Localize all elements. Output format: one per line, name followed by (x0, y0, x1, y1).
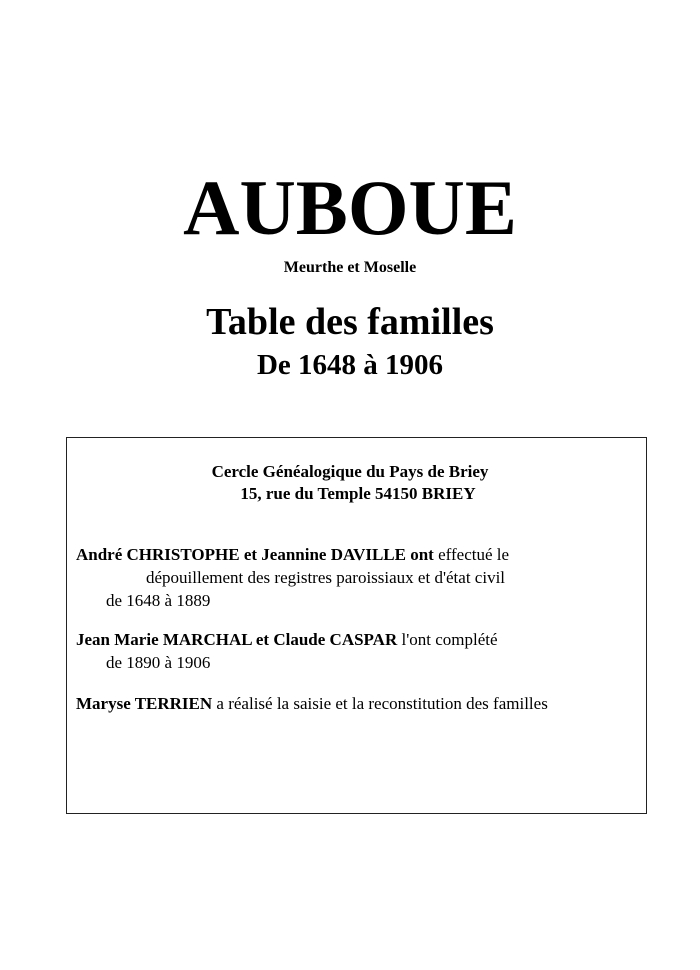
org-address: 15, rue du Temple 54150 BRIEY (240, 484, 476, 503)
credit-2-text: l'ont complété (397, 630, 498, 649)
document-heading: Table des familles (206, 301, 494, 343)
credit-2-names: Jean Marie MARCHAL et Claude CASPAR (76, 630, 398, 649)
credit-1-names: André CHRISTOPHE et Jeannine DAVILLE ont (76, 545, 434, 564)
document-period: De 1648 à 1906 (256, 349, 444, 381)
document-title: AUBOUE (183, 164, 517, 251)
credit-1-line2: dépouillement des registres paroissiaux et d'état civil (146, 568, 506, 587)
credit-3 (76, 694, 548, 714)
credit-3-names: Maryse TERRIEN (76, 694, 213, 713)
document-subtitle: Meurthe et Moselle (283, 259, 417, 276)
credit-2-line2: de 1890 à 1906 (106, 653, 211, 672)
credit-1-line3: de 1648 à 1889 (106, 591, 211, 610)
credit-1-text: effectué le (433, 545, 510, 564)
credit-1 (76, 545, 509, 565)
credit-2 (76, 630, 498, 650)
org-name: Cercle Généalogique du Pays de Briey (211, 462, 489, 481)
credit-3-text: a réalisé la saisie et la reconstitution des familles (212, 694, 548, 713)
